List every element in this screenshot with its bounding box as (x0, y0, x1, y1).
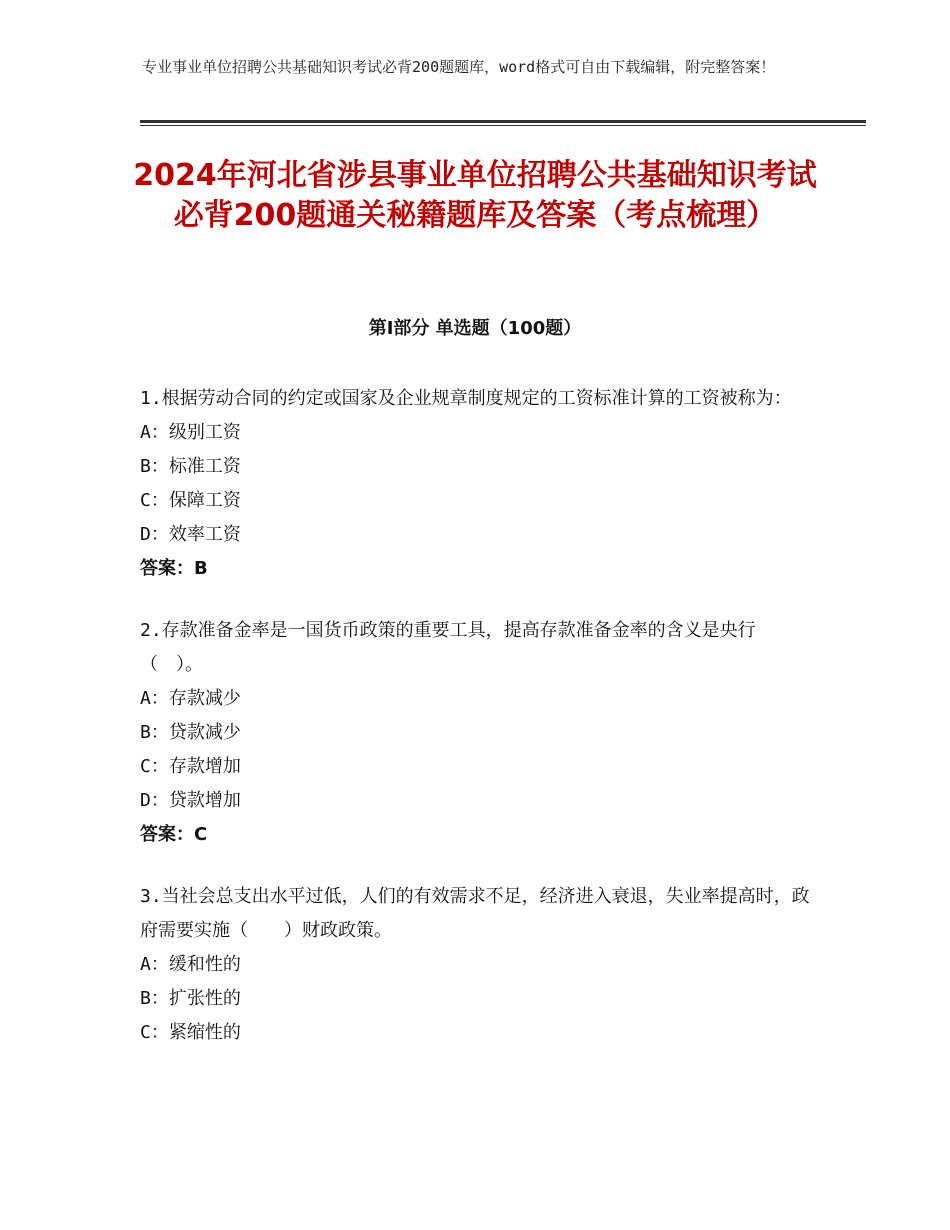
header-rule-thin (140, 125, 866, 126)
question-2 (140, 614, 810, 852)
document-title: 2024年河北省涉县事业单位招聘公共基础知识考试必背200题通关秘籍题库及答案（考点梳理） (133, 158, 817, 233)
question-1 (140, 382, 810, 586)
answer: 答案：B (140, 558, 208, 579)
answer: 答案：C (140, 824, 208, 845)
question-stem: 3.当社会总支出水平过低，人们的有效需求不足，经济进入衰退，失业率提高时，政府需要实施（ ）财政政策。 (140, 886, 810, 941)
option-a: A：存款减少 (140, 688, 241, 709)
option-c: C：保障工资 (140, 490, 241, 511)
option-b: B：扩张性的 (140, 988, 241, 1009)
option-a: A：级别工资 (140, 422, 241, 443)
option-d: D：贷款增加 (140, 790, 241, 811)
option-b: B：贷款减少 (140, 722, 241, 743)
option-b: B：标准工资 (140, 456, 241, 477)
header-note: 专业事业单位招聘公共基础知识考试必背200题题库，word格式可自由下载编辑，附完整答案！ (142, 58, 776, 76)
option-c: C：紧缩性的 (140, 1022, 241, 1043)
option-a: A：缓和性的 (140, 954, 241, 975)
question-3 (140, 880, 810, 1050)
question-stem: 1.根据劳动合同的约定或国家及企业规章制度规定的工资标准计算的工资被称为： (140, 388, 792, 409)
question-list (140, 382, 810, 1078)
option-d: D：效率工资 (140, 524, 241, 545)
question-stem: 2.存款准备金率是一国货币政策的重要工具，提高存款准备金率的含义是央行（ ）。 (140, 620, 756, 675)
option-c: C：存款增加 (140, 756, 241, 777)
section-title: 第Ⅰ部分 单选题（100题） (368, 318, 582, 339)
header-rule (140, 120, 866, 123)
